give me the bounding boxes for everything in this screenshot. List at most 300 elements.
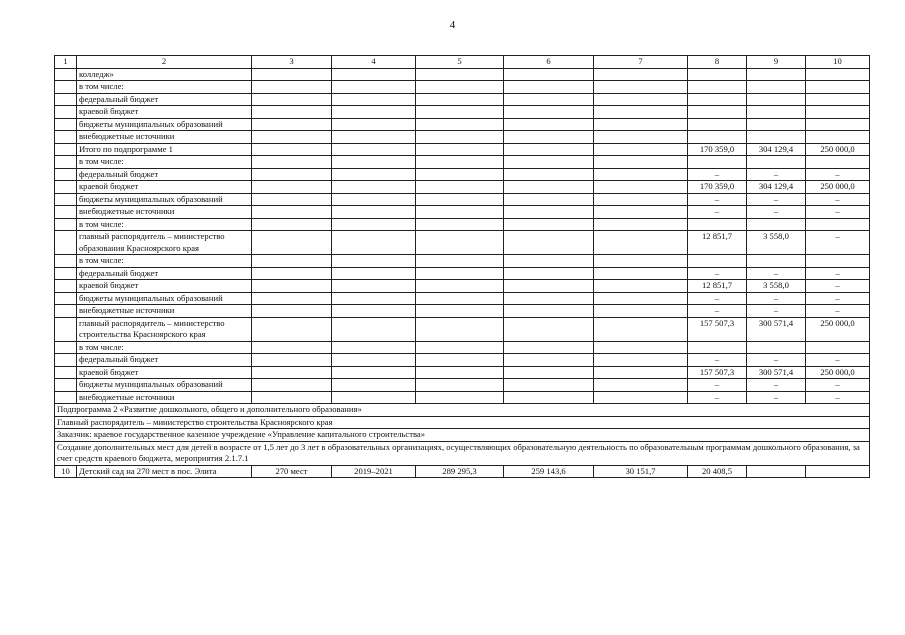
value-cell-c9: –	[747, 379, 806, 392]
row-number-cell	[55, 68, 77, 81]
value-cell-c8	[688, 156, 747, 169]
empty-cell	[416, 255, 504, 268]
header-cell: 10	[806, 56, 870, 69]
table-row	[55, 255, 870, 268]
empty-cell	[332, 231, 416, 255]
row-number-cell	[55, 81, 77, 94]
row-number-cell	[55, 305, 77, 318]
empty-cell	[332, 292, 416, 305]
value-cell-c10	[806, 131, 870, 144]
row-label: колледж»	[77, 68, 252, 81]
row-number-cell	[55, 292, 77, 305]
table-row	[55, 231, 870, 255]
empty-cell	[594, 68, 688, 81]
table-body	[55, 56, 870, 478]
table-row	[55, 168, 870, 181]
row-number-cell	[55, 206, 77, 219]
empty-cell	[504, 354, 594, 367]
value-cell-c10: –	[806, 231, 870, 255]
empty-cell	[416, 68, 504, 81]
value-cell-c8: –	[688, 354, 747, 367]
row-number-cell	[55, 218, 77, 231]
empty-cell	[252, 181, 332, 194]
empty-cell	[504, 218, 594, 231]
empty-cell	[332, 341, 416, 354]
table-row	[55, 131, 870, 144]
value-cell-c10: –	[806, 305, 870, 318]
empty-cell	[504, 106, 594, 119]
table-row	[55, 379, 870, 392]
empty-cell	[594, 106, 688, 119]
value-cell-c8	[688, 131, 747, 144]
table-row	[55, 206, 870, 219]
value-cell-c8: 157 507,3	[688, 317, 747, 341]
value-cell-c9: –	[747, 168, 806, 181]
empty-cell	[416, 118, 504, 131]
value-cell-c10: –	[806, 267, 870, 280]
empty-cell	[594, 118, 688, 131]
empty-cell	[504, 341, 594, 354]
value-cell-c10: 250 000,0	[806, 143, 870, 156]
value-cell-c10	[806, 106, 870, 119]
value-cell-c9	[747, 118, 806, 131]
object-cell-c7: 30 151,7	[594, 465, 688, 478]
row-label: главный распорядитель – министерство строительства Красноярского края	[77, 317, 252, 341]
value-cell-c9: 3 558,0	[747, 231, 806, 255]
empty-cell	[416, 354, 504, 367]
empty-cell	[252, 354, 332, 367]
row-label: бюджеты муниципальных образований	[77, 118, 252, 131]
table-row	[55, 106, 870, 119]
row-label: федеральный бюджет	[77, 93, 252, 106]
table-row	[55, 305, 870, 318]
value-cell-c8	[688, 218, 747, 231]
empty-cell	[252, 218, 332, 231]
value-cell-c10	[806, 81, 870, 94]
value-cell-c9: 304 129,4	[747, 143, 806, 156]
empty-cell	[504, 255, 594, 268]
empty-cell	[332, 168, 416, 181]
empty-cell	[594, 354, 688, 367]
budget-table	[54, 55, 870, 478]
empty-cell	[252, 131, 332, 144]
empty-cell	[252, 81, 332, 94]
empty-cell	[594, 231, 688, 255]
row-label: в том числе:	[77, 81, 252, 94]
empty-cell	[504, 379, 594, 392]
empty-cell	[416, 317, 504, 341]
row-number-cell	[55, 143, 77, 156]
empty-cell	[416, 193, 504, 206]
table-row	[55, 366, 870, 379]
empty-cell	[252, 68, 332, 81]
value-cell-c9	[747, 255, 806, 268]
value-cell-c10	[806, 156, 870, 169]
row-number-cell	[55, 231, 77, 255]
empty-cell	[594, 391, 688, 404]
value-cell-c9: 304 129,4	[747, 181, 806, 194]
row-number-cell	[55, 280, 77, 293]
empty-cell	[504, 391, 594, 404]
row-number-cell	[55, 255, 77, 268]
row-number-cell	[55, 267, 77, 280]
value-cell-c10	[806, 218, 870, 231]
page-number: 4	[449, 19, 456, 31]
empty-cell	[594, 81, 688, 94]
empty-cell	[504, 366, 594, 379]
empty-cell	[252, 118, 332, 131]
value-cell-c8: –	[688, 391, 747, 404]
value-cell-c10: –	[806, 206, 870, 219]
row-label: бюджеты муниципальных образований	[77, 292, 252, 305]
row-number-cell	[55, 193, 77, 206]
row-label: бюджеты муниципальных образований	[77, 193, 252, 206]
value-cell-c9	[747, 156, 806, 169]
empty-cell	[594, 206, 688, 219]
empty-cell	[594, 292, 688, 305]
value-cell-c8: –	[688, 267, 747, 280]
empty-cell	[332, 280, 416, 293]
empty-cell	[416, 181, 504, 194]
empty-cell	[504, 292, 594, 305]
row-label: внебюджетные источники	[77, 305, 252, 318]
section-title: Создание дополнительных мест для детей в возрасте от 1,5 лет до 3 лет в образовательных организациях, осуществляющих образовательную деятельность по образовательным программам дошкольного образования, за счет средств краевого бюджета, мероприятия 2.1.7.1	[55, 441, 870, 465]
header-cell: 3	[252, 56, 332, 69]
empty-cell	[416, 231, 504, 255]
empty-cell	[504, 305, 594, 318]
empty-cell	[252, 93, 332, 106]
empty-cell	[416, 143, 504, 156]
value-cell-c10: 250 000,0	[806, 366, 870, 379]
empty-cell	[504, 168, 594, 181]
header-cell: 2	[77, 56, 252, 69]
value-cell-c8	[688, 118, 747, 131]
row-number-cell	[55, 366, 77, 379]
object-cell-c5: 289 295,3	[416, 465, 504, 478]
row-label: в том числе:	[77, 156, 252, 169]
header-cell: 7	[594, 56, 688, 69]
value-cell-c10: –	[806, 354, 870, 367]
empty-cell	[504, 193, 594, 206]
empty-cell	[504, 93, 594, 106]
empty-cell	[252, 280, 332, 293]
empty-cell	[416, 379, 504, 392]
empty-cell	[594, 255, 688, 268]
empty-cell	[332, 106, 416, 119]
value-cell-c8: –	[688, 379, 747, 392]
row-label: краевой бюджет	[77, 181, 252, 194]
empty-cell	[332, 305, 416, 318]
table-row	[55, 218, 870, 231]
object-cell-c4: 2019–2021	[332, 465, 416, 478]
empty-cell	[504, 131, 594, 144]
object-cell-c10	[806, 465, 870, 478]
row-label: внебюджетные источники	[77, 131, 252, 144]
value-cell-c10	[806, 68, 870, 81]
table-row	[55, 341, 870, 354]
value-cell-c10	[806, 255, 870, 268]
empty-cell	[252, 206, 332, 219]
header-cell: 4	[332, 56, 416, 69]
empty-cell	[252, 267, 332, 280]
object-cell-c2: Детский сад на 270 мест в пос. Элита	[77, 465, 252, 478]
value-cell-c10: –	[806, 168, 870, 181]
header-cell: 8	[688, 56, 747, 69]
row-label: Итого по подпрограмме 1	[77, 143, 252, 156]
empty-cell	[332, 317, 416, 341]
empty-cell	[252, 106, 332, 119]
empty-cell	[252, 305, 332, 318]
object-cell-c1: 10	[55, 465, 77, 478]
empty-cell	[416, 391, 504, 404]
empty-cell	[416, 206, 504, 219]
value-cell-c10: –	[806, 391, 870, 404]
empty-cell	[252, 168, 332, 181]
empty-cell	[332, 206, 416, 219]
empty-cell	[416, 366, 504, 379]
row-label: краевой бюджет	[77, 106, 252, 119]
empty-cell	[594, 305, 688, 318]
section-title: Главный распорядитель – министерство строительства Красноярского края	[55, 416, 870, 429]
value-cell-c8	[688, 93, 747, 106]
row-label: главный распорядитель – министерство образования Красноярского края	[77, 231, 252, 255]
value-cell-c10: –	[806, 280, 870, 293]
row-label: в том числе:	[77, 341, 252, 354]
empty-cell	[252, 292, 332, 305]
value-cell-c10: –	[806, 379, 870, 392]
table-row	[55, 280, 870, 293]
empty-cell	[594, 131, 688, 144]
header-cell: 5	[416, 56, 504, 69]
empty-cell	[332, 93, 416, 106]
empty-cell	[504, 231, 594, 255]
row-label: краевой бюджет	[77, 280, 252, 293]
row-label: в том числе:	[77, 218, 252, 231]
empty-cell	[332, 366, 416, 379]
empty-cell	[594, 280, 688, 293]
empty-cell	[594, 193, 688, 206]
value-cell-c8	[688, 255, 747, 268]
table-row	[55, 81, 870, 94]
empty-cell	[416, 280, 504, 293]
value-cell-c10: 250 000,0	[806, 317, 870, 341]
table-row	[55, 391, 870, 404]
empty-cell	[416, 106, 504, 119]
table-row	[55, 143, 870, 156]
value-cell-c10	[806, 341, 870, 354]
section-row	[55, 441, 870, 465]
empty-cell	[416, 305, 504, 318]
empty-cell	[332, 131, 416, 144]
table-row	[55, 93, 870, 106]
value-cell-c9: –	[747, 267, 806, 280]
value-cell-c8: –	[688, 193, 747, 206]
empty-cell	[504, 143, 594, 156]
object-cell-c3: 270 мест	[252, 465, 332, 478]
header-cell: 6	[504, 56, 594, 69]
table-row	[55, 181, 870, 194]
table-row	[55, 354, 870, 367]
value-cell-c10: –	[806, 292, 870, 305]
value-cell-c10: –	[806, 193, 870, 206]
table-row	[55, 118, 870, 131]
section-title: Заказчик: краевое государственное казенное учреждение «Управление капитального строительства»	[55, 429, 870, 442]
empty-cell	[252, 391, 332, 404]
value-cell-c8: 170 359,0	[688, 181, 747, 194]
empty-cell	[416, 341, 504, 354]
value-cell-c9	[747, 68, 806, 81]
object-cell-c8: 20 408,5	[688, 465, 747, 478]
empty-cell	[416, 292, 504, 305]
empty-cell	[332, 379, 416, 392]
empty-cell	[416, 131, 504, 144]
empty-cell	[332, 68, 416, 81]
value-cell-c9: –	[747, 391, 806, 404]
row-number-cell	[55, 118, 77, 131]
row-number-cell	[55, 168, 77, 181]
empty-cell	[332, 156, 416, 169]
empty-cell	[252, 156, 332, 169]
value-cell-c8: 12 851,7	[688, 280, 747, 293]
row-number-cell	[55, 341, 77, 354]
empty-cell	[594, 93, 688, 106]
row-label: внебюджетные источники	[77, 206, 252, 219]
empty-cell	[594, 317, 688, 341]
empty-cell	[332, 218, 416, 231]
value-cell-c9: –	[747, 193, 806, 206]
value-cell-c8: 170 359,0	[688, 143, 747, 156]
empty-cell	[504, 156, 594, 169]
value-cell-c9: –	[747, 354, 806, 367]
header-cell: 9	[747, 56, 806, 69]
section-row	[55, 429, 870, 442]
empty-cell	[332, 354, 416, 367]
empty-cell	[594, 341, 688, 354]
row-number-cell	[55, 106, 77, 119]
section-title: Подпрограмма 2 «Развитие дошкольного, общего и дополнительного образования»	[55, 404, 870, 417]
table-row	[55, 317, 870, 341]
table-row	[55, 68, 870, 81]
empty-cell	[252, 193, 332, 206]
row-label: бюджеты муниципальных образований	[77, 379, 252, 392]
value-cell-c8: 12 851,7	[688, 231, 747, 255]
empty-cell	[594, 181, 688, 194]
value-cell-c8: –	[688, 292, 747, 305]
empty-cell	[504, 267, 594, 280]
empty-cell	[332, 255, 416, 268]
header-row	[55, 56, 870, 69]
value-cell-c9: 3 558,0	[747, 280, 806, 293]
empty-cell	[252, 317, 332, 341]
object-cell-c9	[747, 465, 806, 478]
value-cell-c8: –	[688, 206, 747, 219]
row-label: краевой бюджет	[77, 366, 252, 379]
empty-cell	[504, 181, 594, 194]
row-label: федеральный бюджет	[77, 267, 252, 280]
empty-cell	[594, 366, 688, 379]
empty-cell	[332, 81, 416, 94]
empty-cell	[594, 267, 688, 280]
empty-cell	[504, 68, 594, 81]
value-cell-c8	[688, 81, 747, 94]
value-cell-c9: –	[747, 305, 806, 318]
value-cell-c10	[806, 93, 870, 106]
empty-cell	[594, 218, 688, 231]
empty-cell	[594, 379, 688, 392]
value-cell-c8	[688, 68, 747, 81]
value-cell-c8	[688, 106, 747, 119]
section-row	[55, 416, 870, 429]
empty-cell	[252, 231, 332, 255]
empty-cell	[332, 118, 416, 131]
empty-cell	[416, 156, 504, 169]
empty-cell	[252, 143, 332, 156]
table-row	[55, 292, 870, 305]
empty-cell	[416, 218, 504, 231]
table-row	[55, 156, 870, 169]
table-row	[55, 193, 870, 206]
empty-cell	[252, 366, 332, 379]
empty-cell	[504, 317, 594, 341]
empty-cell	[332, 193, 416, 206]
empty-cell	[594, 143, 688, 156]
value-cell-c9	[747, 131, 806, 144]
empty-cell	[594, 168, 688, 181]
value-cell-c9: 300 571,4	[747, 366, 806, 379]
empty-cell	[416, 93, 504, 106]
value-cell-c9	[747, 93, 806, 106]
row-label: федеральный бюджет	[77, 354, 252, 367]
value-cell-c8: 157 507,3	[688, 366, 747, 379]
empty-cell	[416, 81, 504, 94]
object-row	[55, 465, 870, 478]
empty-cell	[504, 280, 594, 293]
empty-cell	[504, 118, 594, 131]
row-number-cell	[55, 317, 77, 341]
row-number-cell	[55, 181, 77, 194]
row-number-cell	[55, 391, 77, 404]
value-cell-c9	[747, 81, 806, 94]
empty-cell	[332, 267, 416, 280]
row-number-cell	[55, 93, 77, 106]
row-number-cell	[55, 131, 77, 144]
row-label: федеральный бюджет	[77, 168, 252, 181]
value-cell-c8: –	[688, 168, 747, 181]
empty-cell	[252, 255, 332, 268]
value-cell-c8: –	[688, 305, 747, 318]
empty-cell	[332, 181, 416, 194]
empty-cell	[252, 379, 332, 392]
row-number-cell	[55, 156, 77, 169]
value-cell-c9	[747, 106, 806, 119]
row-label: внебюджетные источники	[77, 391, 252, 404]
empty-cell	[252, 341, 332, 354]
header-cell: 1	[55, 56, 77, 69]
empty-cell	[504, 81, 594, 94]
value-cell-c10: 250 000,0	[806, 181, 870, 194]
object-cell-c6: 259 143,6	[504, 465, 594, 478]
row-number-cell	[55, 354, 77, 367]
row-label: в том числе:	[77, 255, 252, 268]
empty-cell	[504, 206, 594, 219]
value-cell-c9	[747, 218, 806, 231]
value-cell-c9	[747, 341, 806, 354]
section-row	[55, 404, 870, 417]
value-cell-c9: –	[747, 206, 806, 219]
table-row	[55, 267, 870, 280]
value-cell-c9: –	[747, 292, 806, 305]
empty-cell	[332, 391, 416, 404]
